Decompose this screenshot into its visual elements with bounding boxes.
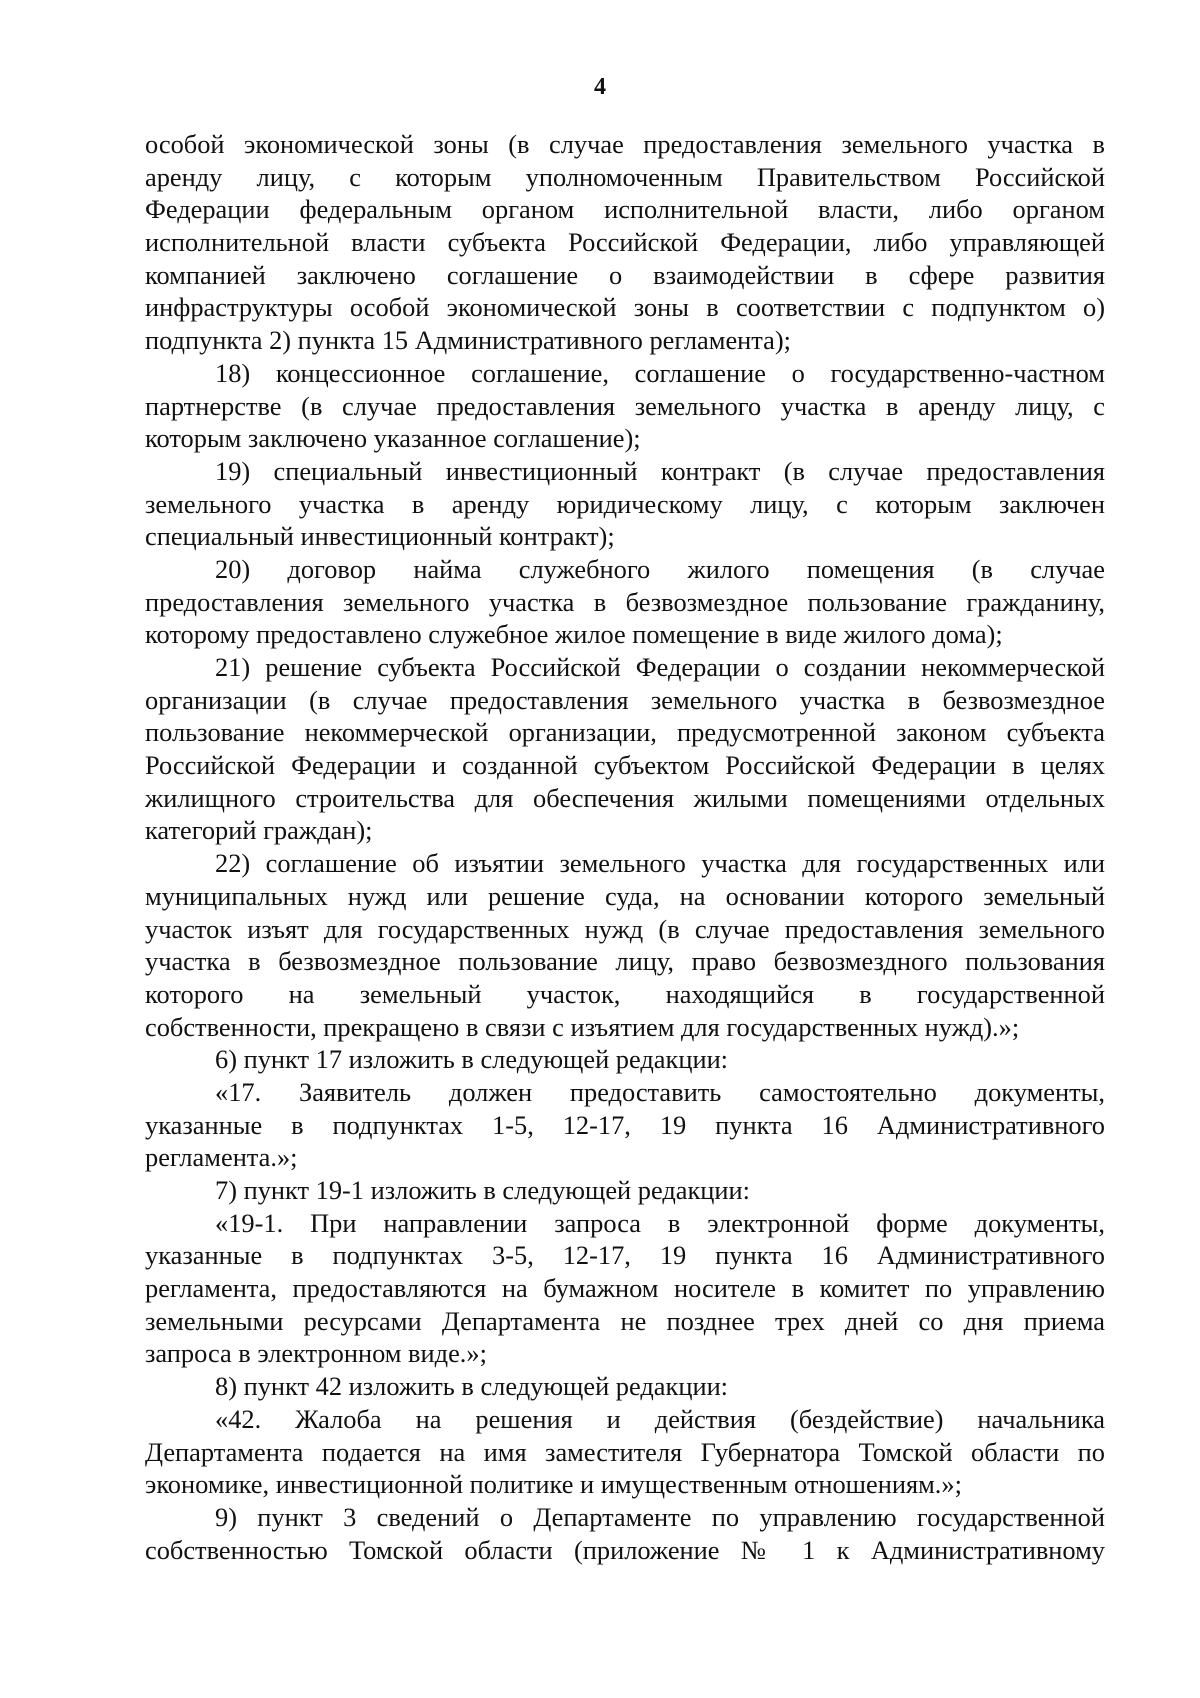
- text-line: участка в безвозмездное пользование лицу, право безвозмездного пользования: [145, 946, 1105, 977]
- text-line: муниципальных нужд или решение суда, на основании которого земельный: [145, 880, 1105, 911]
- text-line: участок изъят для государственных нужд (в случае предоставления земельного: [145, 913, 1105, 944]
- text-line: указанные в подпунктах 3-5, 12-17, 19 пункта 16 Административного: [145, 1240, 1105, 1271]
- page-number: 4: [594, 74, 606, 100]
- text-line: 8) пункт 42 изложить в следующей редакции:: [215, 1371, 729, 1402]
- text-line: запроса в электронном виде.»;: [145, 1338, 487, 1369]
- document-body: [145, 128, 1105, 1566]
- text-line: которым заключено указанное соглашение);: [145, 423, 641, 454]
- text-line: категорий граждан);: [145, 815, 373, 846]
- text-line: собственности, прекращено в связи с изъятием для государственных нужд).»;: [145, 1011, 1020, 1042]
- text-line: 7) пункт 19-1 изложить в следующей редакции:: [215, 1175, 751, 1205]
- text-line: пользование некоммерческой организации, предусмотренной законом субъекта: [145, 717, 1105, 748]
- text-line: «19-1. При направлении запроса в электронной форме документы,: [215, 1207, 1105, 1238]
- text-line: 18) концессионное соглашение, соглашение о государственно-частном: [215, 357, 1105, 388]
- text-line: предоставления земельного участка в безвозмездное пользование гражданину,: [145, 586, 1105, 617]
- text-line: организации (в случае предоставления земельного участка в безвозмездное: [145, 684, 1105, 715]
- text-line: 20) договор найма служебного жилого помещения (в случае: [215, 553, 1105, 584]
- text-line: специальный инвестиционный контракт);: [145, 521, 615, 552]
- text-line: 9) пункт 3 сведений о Департаменте по управлению государственной: [215, 1501, 1105, 1532]
- text-line: указанные в подпунктах 1-5, 12-17, 19 пункта 16 Административного: [145, 1109, 1105, 1140]
- text-line: которому предоставлено служебное жилое помещение в виде жилого дома);: [145, 619, 1003, 650]
- text-line: партнерстве (в случае предоставления земельного участка в аренду лицу, с: [145, 390, 1105, 421]
- text-line: подпункта 2) пункта 15 Административного регламента);: [145, 325, 791, 356]
- text-line: Российской Федерации и созданной субъектом Российской Федерации в целях: [145, 750, 1105, 781]
- text-line: компанией заключено соглашение о взаимодействии в сфере развития: [145, 259, 1105, 290]
- text-line: Федерации федеральным органом исполнительной власти, либо органом: [145, 194, 1105, 225]
- text-line: земельного участка в аренду юридическому лицу, с которым заключен: [145, 488, 1105, 519]
- text-line: исполнительной власти субъекта Российской Федерации, либо управляющей: [145, 227, 1105, 258]
- text-line: особой экономической зоны (в случае предоставления земельного участка в: [145, 129, 1105, 159]
- text-line: «42. Жалоба на решения и действия (бездействие) начальника: [215, 1403, 1105, 1434]
- text-line: регламента, предоставляются на бумажном носителе в комитет по управлению: [145, 1273, 1105, 1304]
- text-line: «17. Заявитель должен предоставить самостоятельно документы,: [215, 1076, 1105, 1107]
- text-line: Департамента подается на имя заместителя Губернатора Томской области по: [145, 1436, 1105, 1467]
- text-line: регламента.»;: [145, 1142, 298, 1173]
- text-line: 21) решение субъекта Российской Федерации о создании некоммерческой: [215, 652, 1105, 682]
- text-line: 19) специальный инвестиционный контракт (в случае предоставления: [215, 455, 1105, 486]
- text-line: которого на земельный участок, находящийся в государственной: [145, 978, 1105, 1009]
- text-line: 6) пункт 17 изложить в следующей редакции:: [215, 1044, 729, 1075]
- text-line: инфраструктуры особой экономической зоны в соответствии с подпунктом о): [145, 292, 1105, 323]
- text-line: аренду лицу, с которым уполномоченным Правительством Российской: [145, 161, 1105, 192]
- text-line: земельными ресурсами Департамента не позднее трех дней со дня приема: [145, 1305, 1105, 1336]
- text-line: жилищного строительства для обеспечения жилыми помещениями отдельных: [145, 782, 1105, 813]
- text-line: 22) соглашение об изъятии земельного участка для государственных или: [215, 848, 1105, 879]
- text-line: собственностью Томской области (приложение № 1 к Административному: [145, 1534, 1105, 1565]
- text-line: экономике, инвестиционной политике и имущественным отношениям.»;: [145, 1469, 962, 1500]
